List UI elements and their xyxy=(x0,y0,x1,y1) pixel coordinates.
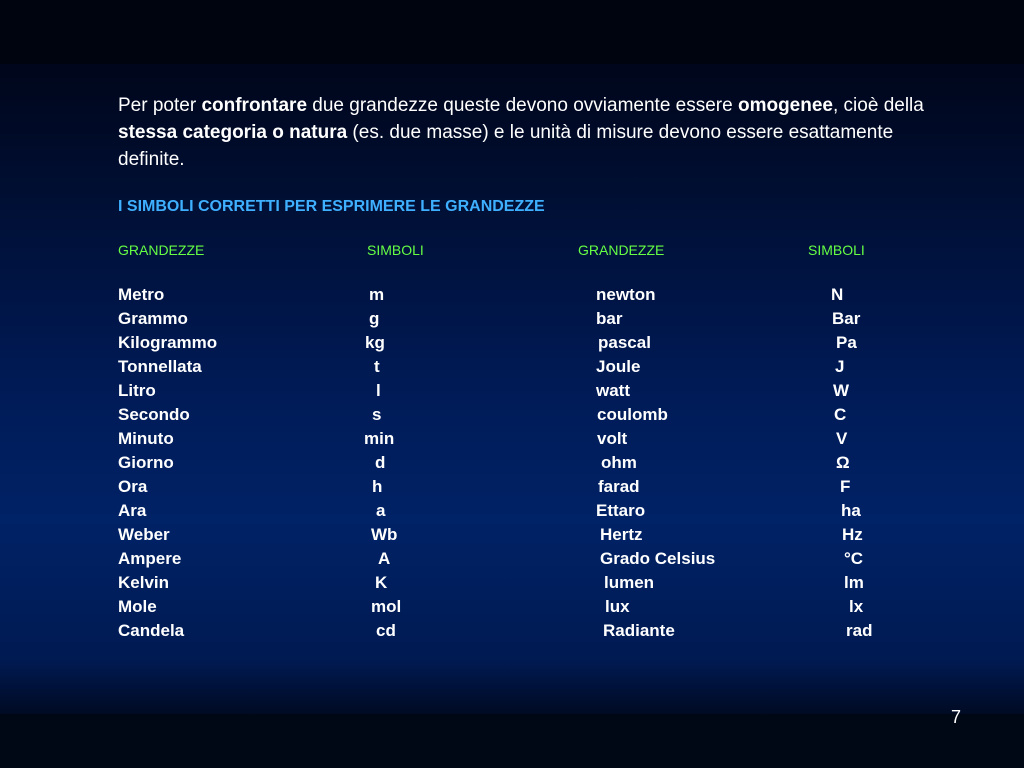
quantity-name: Kilogrammo xyxy=(118,333,218,352)
quantity-name: Metro xyxy=(118,285,165,304)
quantity-symbol: l xyxy=(376,381,381,400)
quantity-symbol: Pa xyxy=(836,333,857,352)
quantity-name: Minuto xyxy=(118,429,174,448)
quantity-symbol: Bar xyxy=(832,309,861,328)
quantity-symbol: C xyxy=(834,405,847,424)
quantity-symbol: V xyxy=(836,429,848,448)
quantity-name: ohm xyxy=(601,453,637,472)
quantity-symbol: Wb xyxy=(371,525,398,544)
quantity-name: Giorno xyxy=(118,453,174,472)
intro-paragraph xyxy=(118,92,938,173)
quantity-name: Ampere xyxy=(118,549,182,568)
quantity-name: Ettaro xyxy=(596,501,646,520)
quantity-name: Litro xyxy=(118,381,156,400)
quantity-name: Weber xyxy=(118,525,170,544)
quantity-symbol: a xyxy=(376,501,386,520)
quantity-symbol: m xyxy=(369,285,385,304)
quantity-symbol: s xyxy=(372,405,382,424)
intro-bold-3: stessa categoria o natura xyxy=(118,122,348,143)
quantity-symbol: d xyxy=(375,453,386,472)
quantity-symbol: W xyxy=(833,381,850,400)
quantity-name: coulomb xyxy=(597,405,668,424)
intro-text-2: due grandezze queste devono ovviamente essere xyxy=(307,95,738,116)
quantity-symbol: g xyxy=(369,309,380,328)
quantity-symbol: ha xyxy=(841,501,861,520)
quantity-name: Secondo xyxy=(118,405,190,424)
column-header-quantities-left: GRANDEZZE xyxy=(118,242,205,258)
quantity-name: Candela xyxy=(118,621,185,640)
column-header-symbols-left: SIMBOLI xyxy=(367,242,424,258)
quantity-symbol: h xyxy=(372,477,383,496)
quantity-name: Grado Celsius xyxy=(600,549,716,568)
quantity-name: Grammo xyxy=(118,309,188,328)
quantity-name: Joule xyxy=(596,357,641,376)
quantity-name: newton xyxy=(596,285,656,304)
intro-bold-2: omogenee xyxy=(737,95,833,116)
section-heading: I SIMBOLI CORRETTI PER ESPRIMERE LE GRANDEZZE xyxy=(118,198,545,215)
quantity-name: Kelvin xyxy=(118,573,170,592)
quantity-name: Ora xyxy=(118,477,148,496)
column-header-symbols-right: SIMBOLI xyxy=(808,242,865,258)
quantity-symbol: t xyxy=(374,357,380,376)
column-header-quantities-right: GRANDEZZE xyxy=(578,242,665,258)
quantity-symbol: F xyxy=(840,477,851,496)
quantity-symbol: min xyxy=(364,429,395,448)
quantity-name: lumen xyxy=(604,573,655,592)
quantity-symbol: N xyxy=(831,285,844,304)
quantity-symbol: lm xyxy=(844,573,864,592)
quantity-name: Radiante xyxy=(603,621,675,640)
quantity-name: watt xyxy=(596,381,630,400)
quantity-name: Hertz xyxy=(600,525,643,544)
page-number: 7 xyxy=(951,707,962,727)
quantity-name: Tonnellata xyxy=(118,357,202,376)
quantity-symbol: Hz xyxy=(842,525,863,544)
quantity-name: volt xyxy=(597,429,628,448)
quantity-symbol: K xyxy=(375,573,388,592)
top-band xyxy=(0,0,1024,64)
quantity-name: Ara xyxy=(118,501,147,520)
quantity-name: lux xyxy=(605,597,630,616)
quantity-name: farad xyxy=(598,477,640,496)
intro-text-3: , cioè della xyxy=(833,95,924,116)
quantity-symbol: °C xyxy=(844,549,864,568)
quantity-symbol: kg xyxy=(365,333,385,352)
quantity-symbol: A xyxy=(378,549,391,568)
intro-bold-1: confrontare xyxy=(201,95,308,116)
quantity-name: Mole xyxy=(118,597,157,616)
bottom-band xyxy=(0,714,1024,768)
quantity-name: pascal xyxy=(598,333,651,352)
quantity-symbol: Ω xyxy=(836,453,850,472)
quantity-symbol: mol xyxy=(371,597,402,616)
intro-text-4: (es. due masse) e le unità di misure devono essere esattamente definite. xyxy=(118,122,894,170)
quantity-symbol: J xyxy=(835,357,845,376)
quantity-symbol: lx xyxy=(849,597,864,616)
quantity-symbol: rad xyxy=(846,621,873,640)
quantity-symbol: cd xyxy=(376,621,396,640)
intro-text-1: Per poter xyxy=(118,95,202,116)
quantity-name: bar xyxy=(596,309,623,328)
